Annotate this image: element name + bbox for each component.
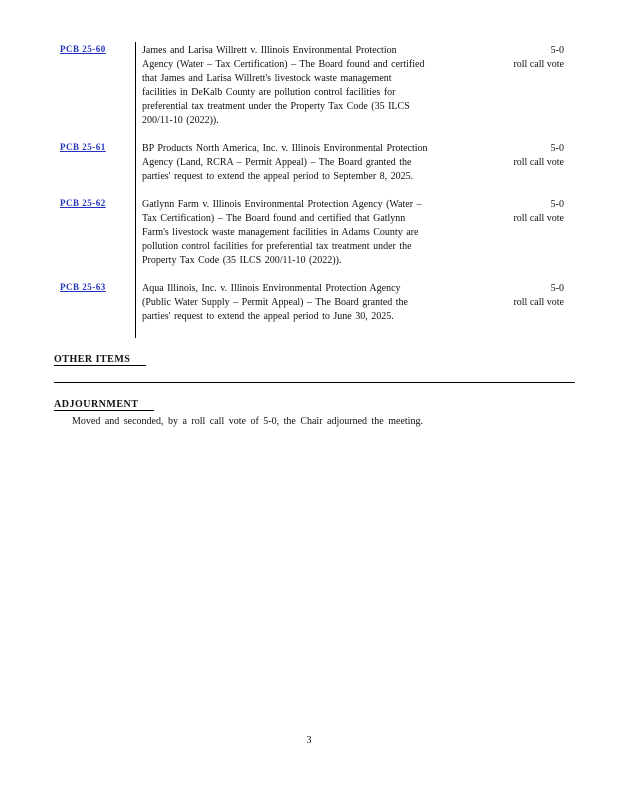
page-number: 3	[306, 735, 312, 746]
case-description: Gatlynn Farm v. Illinois Environmental Protection Agency (Water – Tax Certification) – The Board found and certified that Gatlynn Farm's livestock waste management facilities in Adams County are pollution control facilities for preferential tax treatment under the Property Tax Code (35 ILCS 200/11-10 (2022)).	[142, 199, 422, 266]
case-number-link[interactable]: PCB 25-61	[60, 142, 106, 152]
other-items-heading: OTHER ITEMS	[54, 354, 146, 366]
adjournment-text: Moved and seconded, by a roll call vote of 5-0, the Chair adjourned the meeting.	[72, 416, 423, 427]
case-number-link[interactable]: PCB 25-63	[60, 282, 106, 292]
adjournment-heading: ADJOURNMENT	[54, 399, 154, 411]
case-number-link[interactable]: PCB 25-60	[60, 44, 106, 54]
case-description: James and Larisa Willrett v. Illinois Environmental Protection Agency (Water – Tax Certification) – The Board found and certified that James and Larisa Willrett's livestock waste management facilities in DeKalb County are pollution control facilities for preferential tax treatment under the Property Tax Code (35 ILCS 200/11-10 (2022)).	[142, 45, 425, 126]
case-vote: 5-0 roll call vote	[513, 143, 564, 168]
case-description: Aqua Illinois, Inc. v. Illinois Environmental Protection Agency (Public Water Supply – Permit Appeal) – The Board granted the parties' request to extend the appeal period to June 30, 2025.	[142, 283, 408, 322]
case-description: BP Products North America, Inc. v. Illinois Environmental Protection Agency (Land, RCRA – Permit Appeal) – The Board granted the parties' request to extend the appeal period to September 8, 2025.	[142, 143, 428, 182]
case-vote: 5-0 roll call vote	[513, 283, 564, 308]
case-vote: 5-0 roll call vote	[513, 45, 564, 70]
column-divider	[135, 42, 136, 338]
case-vote: 5-0 roll call vote	[513, 199, 564, 224]
case-number-link[interactable]: PCB 25-62	[60, 198, 106, 208]
section-divider	[54, 382, 575, 383]
